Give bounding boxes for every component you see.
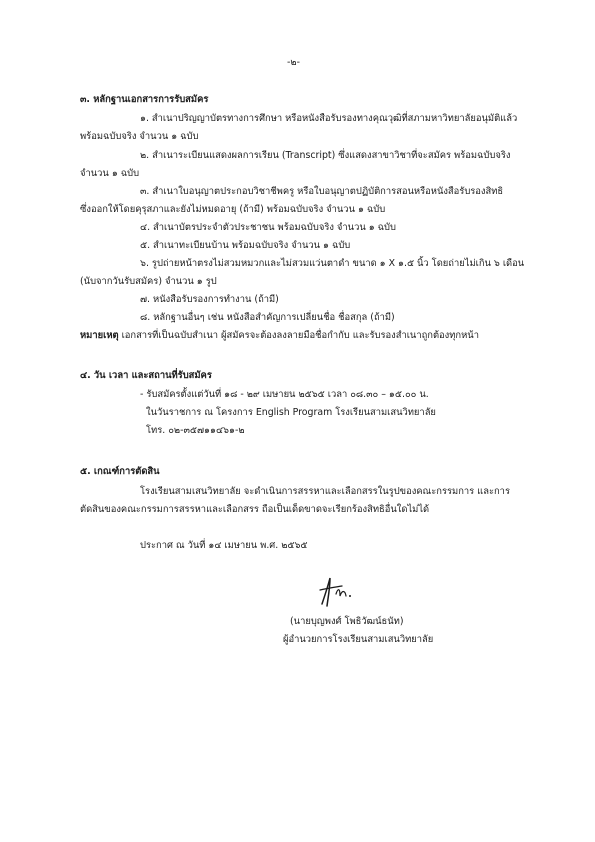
doc-item-2: ๒. สำเนาระเบียนแสดงผลการเรียน (Transcript) ซึ่งแสดงสาขาวิชาที่จะสมัคร พร้อมฉบับจริง — [140, 150, 511, 161]
doc-item-2-cont: จำนวน ๑ ฉบับ — [80, 168, 140, 179]
section4-heading: ๔. วัน เวลา และสถานที่รับสมัคร — [80, 370, 212, 381]
doc-item-4: ๔. สำเนาบัตรประจำตัวประชาชน พร้อมฉบับจริง จำนวน ๑ ฉบับ — [140, 222, 396, 233]
doc-item-5: ๕. สำเนาทะเบียนบ้าน พร้อมฉบับจริง จำนวน ๑ ฉบับ — [140, 240, 351, 251]
doc-item-1-cont: พร้อมฉบับจริง จำนวน ๑ ฉบับ — [80, 131, 199, 142]
doc-item-8: ๘. หลักฐานอื่นๆ เช่น หนังสือสำคัญการเปลี่ยนชื่อ ชื่อสกุล (ถ้ามี) — [140, 312, 395, 323]
note-label: หมายเหตุ — [80, 330, 119, 341]
page-number: -๒- — [287, 57, 300, 68]
application-place: ในวันราชการ ณ โครงการ English Program โรงเรียนสามเสนวิทยาลัย — [146, 407, 436, 418]
doc-item-1: ๑. สำเนาปริญญาบัตรทางการศึกษา หรือหนังสือรับรองทางคุณวุฒิที่สภามหาวิทยาลัยอนุมัติแล้ว — [140, 113, 518, 124]
section5-heading: ๕. เกณฑ์การตัดสิน — [80, 466, 160, 477]
signer-position: ผู้อำนวยการโรงเรียนสามเสนวิทยาลัย — [283, 634, 434, 645]
signer-name: (นายบุญพงศ์ โพธิวัฒน์ธนัท) — [290, 616, 404, 627]
criteria-line-2: ตัดสินของคณะกรรมการสรรหาและเลือกสรร ถือเป็นเด็ดขาดจะเรียกร้องสิทธิอื่นใดไม่ได้ — [80, 504, 430, 515]
application-date-time: - รับสมัครตั้งแต่วันที่ ๑๘ - ๒๙ เมษายน ๒๕๖๕ เวลา ๐๘.๓๐ – ๑๕.๐๐ น. — [140, 389, 429, 400]
criteria-line-1: โรงเรียนสามเสนวิทยาลัย จะดำเนินการสรรหาและเลือกสรรในรูปของคณะกรรมการ และการ — [140, 486, 510, 497]
signature — [312, 574, 360, 610]
section3-heading: ๓. หลักฐานเอกสารการรับสมัคร — [80, 94, 209, 105]
doc-item-7: ๗. หนังสือรับรองการทำงาน (ถ้ามี) — [140, 294, 279, 305]
note — [80, 330, 479, 342]
announcement-date: ประกาศ ณ วันที่ ๑๔ เมษายน พ.ศ. ๒๕๖๕ — [140, 540, 308, 551]
doc-item-6: ๖. รูปถ่ายหน้าตรงไม่สวมหมวกและไม่สวมแว่นตาดำ ขนาด ๑ X ๑.๕ นิ้ว โดยถ่ายไม่เกิน ๖ เดือน — [140, 258, 525, 269]
application-phone: โทร. ๐๒-๓๕๗๑๑๔๖๑-๒ — [146, 425, 245, 436]
doc-item-6-cont: (นับจากวันรับสมัคร) จำนวน ๑ รูป — [80, 276, 217, 287]
note-text: เอกสารที่เป็นฉบับสำเนา ผู้สมัครจะต้องลงลายมือชื่อกำกับ และรับรองสำเนาถูกต้องทุกหน้า — [121, 330, 479, 341]
doc-item-3-cont: ซึ่งออกให้โดยคุรุสภาและยังไม่หมดอายุ (ถ้ามี) พร้อมฉบับจริง จำนวน ๑ ฉบับ — [80, 204, 386, 215]
doc-item-3: ๓. สำเนาใบอนุญาตประกอบวิชาชีพครู หรือใบอนุญาตปฏิบัติการสอนหรือหนังสือรับรองสิทธิ — [140, 186, 504, 197]
